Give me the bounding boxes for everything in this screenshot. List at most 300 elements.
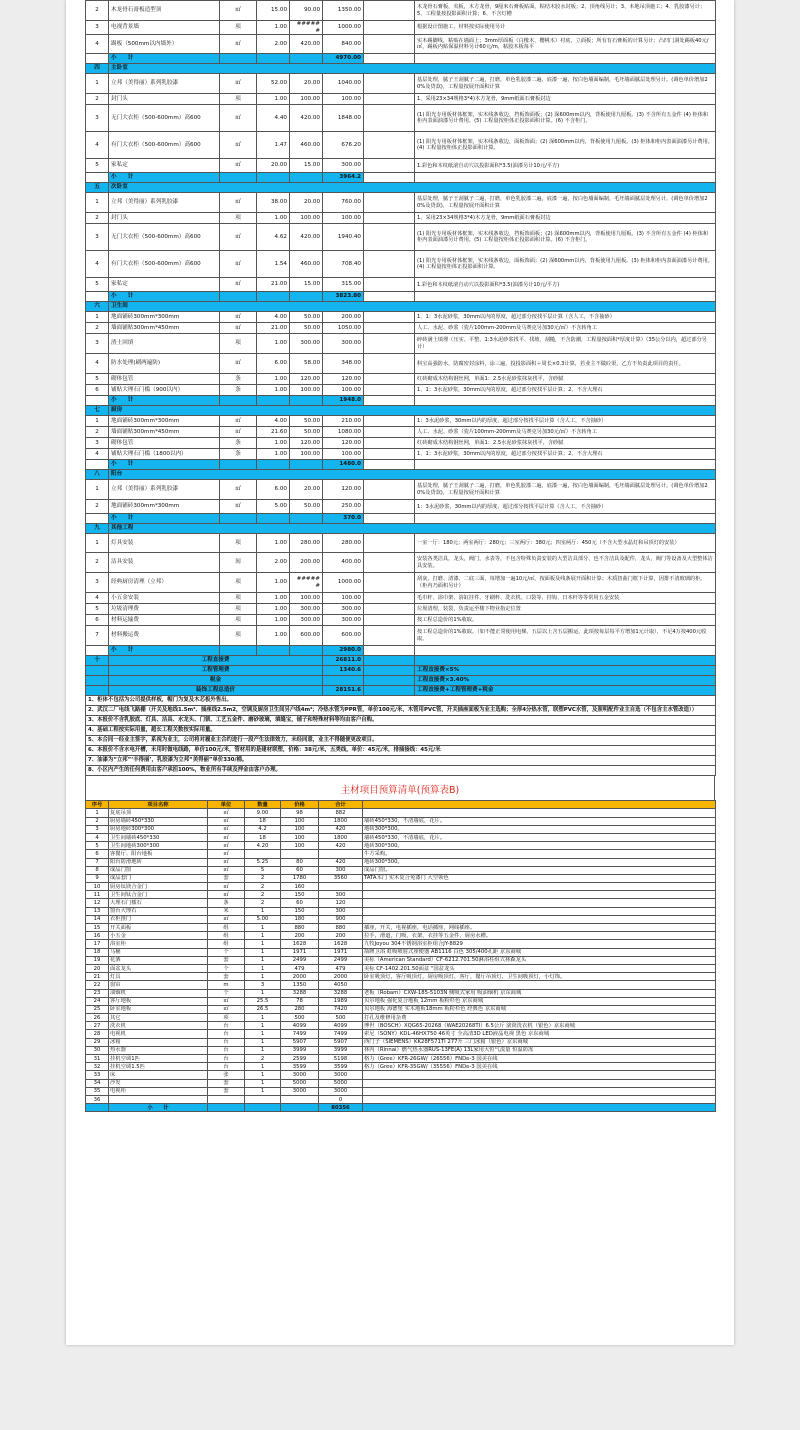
item-name: 电视背景墙 bbox=[109, 21, 220, 35]
section-number: 四 bbox=[86, 64, 109, 74]
subtotal-blank bbox=[257, 646, 290, 656]
item-number: 2 bbox=[86, 1, 109, 21]
item-number: 3 bbox=[86, 438, 109, 449]
material-name: 卧室地板 bbox=[109, 1005, 208, 1013]
material-total: 3000 bbox=[319, 1087, 363, 1095]
material-price: 500 bbox=[281, 1014, 319, 1022]
section-number: 七 bbox=[86, 406, 109, 416]
material-unit: 台 bbox=[208, 1063, 245, 1071]
material-number: 2 bbox=[86, 817, 109, 825]
subtotal-label: 小 计 bbox=[109, 292, 220, 302]
item-name: 立邦（美得丽）系列乳胶漆 bbox=[109, 74, 220, 94]
material-name: 浴室柜 bbox=[109, 940, 208, 948]
table-row bbox=[86, 438, 716, 449]
material-name: 卫生间地砖300*300 bbox=[109, 842, 208, 850]
item-note-cell bbox=[364, 21, 415, 35]
item-price: 100.00 bbox=[290, 213, 323, 224]
materials-table bbox=[85, 800, 716, 1112]
item-note-cell bbox=[364, 105, 415, 132]
material-quantity: 1 bbox=[245, 1071, 281, 1079]
material-description bbox=[363, 809, 716, 817]
item-name: 防水处理(刷两遍防) bbox=[109, 354, 220, 374]
material-total: 120 bbox=[319, 899, 363, 907]
table-row bbox=[86, 615, 716, 626]
material-total: 900 bbox=[319, 915, 363, 923]
materials-row bbox=[86, 825, 716, 833]
item-total: 300.00 bbox=[323, 615, 364, 626]
item-total: 676.20 bbox=[323, 132, 364, 159]
material-quantity: 1 bbox=[245, 989, 281, 997]
materials-total-label: 小 计 bbox=[109, 1104, 208, 1112]
materials-total-row bbox=[86, 1104, 716, 1112]
item-price: 200.00 bbox=[290, 553, 323, 573]
material-number: 12 bbox=[86, 899, 109, 907]
materials-column-header: 序号 bbox=[86, 801, 109, 809]
item-quantity: 2.00 bbox=[257, 35, 290, 54]
contract-note-row bbox=[86, 746, 716, 756]
material-price: 1780 bbox=[281, 874, 319, 882]
item-total: 100.00 bbox=[323, 213, 364, 224]
material-name: 客餐厅、阳台地板 bbox=[109, 850, 208, 858]
materials-total-blank bbox=[208, 1104, 245, 1112]
item-note-cell bbox=[364, 385, 415, 396]
material-quantity: 26.5 bbox=[245, 1005, 281, 1013]
item-description: (1) 阳光专用板材体框架，实木线条收边，挡板饰面板；(2) 深600mm以内，背板使用九厘板。(3) 不含所有五金件 (4) 柜体和柜内表面油漆另计费用。(5) 工程量按柜体正投影面积计算。(6) 不含柜门。 bbox=[415, 105, 716, 132]
material-number: 20 bbox=[86, 964, 109, 972]
contract-note-row bbox=[86, 696, 716, 706]
subtotal-label: 小 计 bbox=[109, 54, 220, 64]
item-unit: ㎡ bbox=[220, 500, 257, 514]
summary-label: 工程直接费 bbox=[109, 656, 323, 666]
contract-note: 2、武汉二厂电线飞路棚（开关及地线1.5m²、插座线2.5m2，空调及厨房卫生间另户线4m²；冷热水管为PPR管，单价100元/米，木管用PVC管，开关插座面板为业主选购；全厚4分热水管，联塑PVC水管，及照明配件业主自选（不包含主水管改造）） bbox=[86, 706, 716, 716]
materials-row bbox=[86, 1071, 716, 1079]
item-price: 90.00 bbox=[290, 1, 323, 21]
summary-formula: 工程直接费+工程管理费+税金 bbox=[415, 686, 716, 696]
item-description: 人工、水泥、砂浆（瓷片100mm-200mm及马赛克另加30元/㎡）不含转角工 bbox=[415, 323, 716, 334]
item-total: 600.00 bbox=[323, 626, 364, 646]
material-number: 36 bbox=[86, 1095, 109, 1103]
materials-row bbox=[86, 833, 716, 841]
item-total: 840.00 bbox=[323, 35, 364, 54]
subtotal-row bbox=[86, 173, 716, 183]
materials-row bbox=[86, 981, 716, 989]
material-unit: 条 bbox=[208, 899, 245, 907]
material-unit: 套 bbox=[208, 1079, 245, 1087]
subtotal-blank bbox=[257, 173, 290, 183]
material-price: 1971 bbox=[281, 948, 319, 956]
summary-label: 装饰工程总造价 bbox=[109, 686, 323, 696]
item-unit: 项 bbox=[220, 593, 257, 604]
materials-row bbox=[86, 817, 716, 825]
material-description: 老板（Robam）CXW-185-5103N 侧吸式家用 吸油烟机 京东商城 bbox=[363, 989, 716, 997]
summary-label: 工程管理费 bbox=[109, 666, 323, 676]
item-description: 碎砖满土填埋（压实、平整，1:3水泥砂浆找平、找坡、刮糙，不含防潮，工程量按面积*厚度计算）（35公分以内，超过部分另计） bbox=[415, 334, 716, 354]
table-row bbox=[86, 534, 716, 553]
item-quantity: 1.00 bbox=[257, 94, 290, 105]
item-description: 1、1：3水泥砂浆，30mm以内的厚度，超过部分按找平层计算；2、不含大理石 bbox=[415, 385, 716, 396]
item-unit: ㎡ bbox=[220, 132, 257, 159]
subtotal-row bbox=[86, 292, 716, 302]
contract-note: 4、基础工程按实际用量，超长工程关数按实际用量。 bbox=[86, 726, 716, 736]
subtotal-blank bbox=[415, 292, 716, 302]
item-price: 120.00 bbox=[290, 438, 323, 449]
item-description: 1、1：3水泥砂浆，30mm以内的厚度，超过部分按找平层计算（含人工，不含抽砂） bbox=[415, 312, 716, 323]
item-quantity: 4.00 bbox=[257, 312, 290, 323]
subtotal-value: 1480.0 bbox=[323, 460, 364, 470]
material-unit: ㎡ bbox=[208, 883, 245, 891]
material-unit: m bbox=[208, 981, 245, 989]
material-total: 3599 bbox=[319, 1063, 363, 1071]
item-unit: 项 bbox=[220, 94, 257, 105]
item-quantity: 1.00 bbox=[257, 615, 290, 626]
subtotal-blank bbox=[257, 54, 290, 64]
material-name: 沙发 bbox=[109, 1079, 208, 1087]
item-description: 毛巾杆、浴巾架、浴缸挂件、牙刷杯、洗衣机、口袋等、挂钩、日本杆等等常用五金安装 bbox=[415, 593, 716, 604]
materials-row bbox=[86, 1030, 716, 1038]
subtotal-blank bbox=[290, 173, 323, 183]
section-number: 八 bbox=[86, 470, 109, 480]
material-number: 15 bbox=[86, 924, 109, 932]
material-number: 31 bbox=[86, 1055, 109, 1063]
material-quantity: 1 bbox=[245, 932, 281, 940]
item-quantity: 1.00 bbox=[257, 593, 290, 604]
item-name: 封门头 bbox=[109, 213, 220, 224]
material-description: 墙砖450*330，不清墙底，花片。 bbox=[363, 833, 716, 841]
item-quantity: 1.00 bbox=[257, 334, 290, 354]
contract-note: 3、本报价不含乳胶底、灯具、洁具、水龙头、门锁、工艺五金件、磨砂玻璃，填缝宝，铺子和特殊材料等均由客户自购。 bbox=[86, 716, 716, 726]
item-description: 1、采用23×34规格3*4)木方龙骨，9mm纸面石膏板封边 bbox=[415, 94, 716, 105]
item-description: 1.彩色和木纹纸滚自动穴以投影面积*3.5(油漆另计10元/平方) bbox=[415, 159, 716, 173]
contract-note: 7、油漆为“立邦”‘丰得丽’，乳胶漆为立邦“美得丽”单价330/桶。 bbox=[86, 756, 716, 766]
material-name: 厨房墙砖450*330 bbox=[109, 817, 208, 825]
item-description: 垃圾清理，装袋，负责运至楼下物业指定位置 bbox=[415, 604, 716, 615]
item-number: 5 bbox=[86, 374, 109, 385]
item-name: 立邦（美得丽）系列乳胶漆 bbox=[109, 480, 220, 500]
item-number: 3 bbox=[86, 105, 109, 132]
material-description: 地砖300*300。 bbox=[363, 825, 716, 833]
material-name: 复底吊顶 bbox=[109, 809, 208, 817]
item-name: 材料运输费 bbox=[109, 615, 220, 626]
item-name: 垃圾清理费 bbox=[109, 604, 220, 615]
materials-column-header: 合计 bbox=[319, 801, 363, 809]
material-total bbox=[319, 883, 363, 891]
item-total: 210.00 bbox=[323, 416, 364, 427]
item-note-cell bbox=[364, 354, 415, 374]
material-unit: ㎡ bbox=[208, 825, 245, 833]
material-quantity: 1 bbox=[245, 1079, 281, 1087]
item-note-cell bbox=[364, 604, 415, 615]
material-number: 34 bbox=[86, 1079, 109, 1087]
section-header-row bbox=[86, 302, 716, 312]
materials-row bbox=[86, 850, 716, 858]
subtotal-blank bbox=[364, 396, 415, 406]
item-price: 50.00 bbox=[290, 427, 323, 438]
summary-value: 28151.6 bbox=[323, 686, 364, 696]
item-note-cell bbox=[364, 251, 415, 278]
material-name: 热水器 bbox=[109, 1046, 208, 1054]
table-row bbox=[86, 449, 716, 460]
material-quantity: 1 bbox=[245, 1087, 281, 1095]
subtotal-blank bbox=[257, 460, 290, 470]
material-quantity: 2 bbox=[245, 883, 281, 891]
item-description: 基层处理，腻子王刮腻子二遍，打磨，单色乳胶漆二遍，底漆一遍，按白色墙面编制，毛坯墙面腻层处理另计。(调色单价增加20%及贷款)，工程量按展开面积计算 bbox=[415, 74, 716, 94]
item-name: 铺贴大理石门槛（1800以内） bbox=[109, 449, 220, 460]
item-unit: ㎡ bbox=[220, 251, 257, 278]
item-quantity: 2.00 bbox=[257, 553, 290, 573]
material-quantity: 25.5 bbox=[245, 997, 281, 1005]
item-quantity: 52.00 bbox=[257, 74, 290, 94]
item-note-cell bbox=[364, 615, 415, 626]
item-number: 3 bbox=[86, 573, 109, 593]
summary-label: 税金 bbox=[109, 676, 323, 686]
material-total: 1628 bbox=[319, 940, 363, 948]
section-header-row bbox=[86, 470, 716, 480]
item-description: 人工、水泥、砂浆（瓷片100mm-200mm及马赛克另加30元/㎡）不含转角工 bbox=[415, 427, 716, 438]
item-number: 4 bbox=[86, 132, 109, 159]
material-price: 7499 bbox=[281, 1030, 319, 1038]
item-description: 1、1：3水泥砂浆，30mm以内的厚度，超过部分按找平层计算；2、不含大理石 bbox=[415, 449, 716, 460]
material-description: 九牧Joyou 304不锈钢浴室柜组合JY-8829 bbox=[363, 940, 716, 948]
subtotal-blank bbox=[86, 396, 109, 406]
item-total: 348.00 bbox=[323, 354, 364, 374]
item-quantity: 1.00 bbox=[257, 449, 290, 460]
item-price: 50.00 bbox=[290, 323, 323, 334]
subtotal-label: 小 计 bbox=[109, 514, 220, 524]
subtotal-label: 小 计 bbox=[109, 396, 220, 406]
materials-row bbox=[86, 899, 716, 907]
material-price: 78 bbox=[281, 997, 319, 1005]
materials-column-header: 单位 bbox=[208, 801, 245, 809]
item-unit: ㎡ bbox=[220, 193, 257, 213]
section-name: 次卧室 bbox=[109, 183, 716, 193]
material-description: 地砖300*300。 bbox=[363, 842, 716, 850]
item-unit: 项 bbox=[220, 213, 257, 224]
item-note-cell bbox=[364, 213, 415, 224]
summary-number bbox=[86, 676, 109, 686]
material-name: 成品套门 bbox=[109, 874, 208, 882]
item-number: 4 bbox=[86, 354, 109, 374]
material-name: 开关面板 bbox=[109, 924, 208, 932]
subtotal-row bbox=[86, 396, 716, 406]
material-total: 1989 bbox=[319, 997, 363, 1005]
item-number: 5 bbox=[86, 278, 109, 292]
table-row bbox=[86, 132, 716, 159]
subtotal-blank bbox=[415, 514, 716, 524]
item-number: 4 bbox=[86, 449, 109, 460]
material-quantity: 5 bbox=[245, 866, 281, 874]
table-row bbox=[86, 224, 716, 251]
material-price: 3999 bbox=[281, 1046, 319, 1054]
item-unit: ㎡ bbox=[220, 323, 257, 334]
material-unit: 组 bbox=[208, 924, 245, 932]
material-number: 27 bbox=[86, 1022, 109, 1030]
table-row bbox=[86, 193, 716, 213]
item-quantity: 38.00 bbox=[257, 193, 290, 213]
item-price: 420.00 bbox=[290, 105, 323, 132]
subtotal-blank bbox=[257, 292, 290, 302]
material-unit: ㎡ bbox=[208, 915, 245, 923]
material-price: 160 bbox=[281, 883, 319, 891]
material-total: 0 bbox=[319, 1095, 363, 1103]
item-total: 400.00 bbox=[323, 553, 364, 573]
material-unit: ㎡ bbox=[208, 850, 245, 858]
summary-number: 十 bbox=[86, 656, 109, 666]
item-unit: 项 bbox=[220, 21, 257, 35]
section-number: 九 bbox=[86, 524, 109, 534]
materials-row bbox=[86, 924, 716, 932]
item-name: 小五金安装 bbox=[109, 593, 220, 604]
table-row bbox=[86, 553, 716, 573]
item-quantity: 1.00 bbox=[257, 534, 290, 553]
material-unit: 米 bbox=[208, 907, 245, 915]
materials-row bbox=[86, 940, 716, 948]
material-unit: ㎡ bbox=[208, 809, 245, 817]
materials-row bbox=[86, 1063, 716, 1071]
summary-blank bbox=[364, 656, 415, 666]
material-name: 洗衣机 bbox=[109, 1022, 208, 1030]
material-description: TATA木门 实木复合免漆门 大空领色 bbox=[363, 874, 716, 882]
material-price: 1628 bbox=[281, 940, 319, 948]
material-description: 格力（Gree）KFR-26GW/（26556）FNDe-3 国美在线 bbox=[363, 1055, 716, 1063]
item-total: 1040.00 bbox=[323, 74, 364, 94]
material-quantity: 2 bbox=[245, 1055, 281, 1063]
item-price: ###### bbox=[290, 21, 323, 35]
item-price: 300.00 bbox=[290, 604, 323, 615]
material-description: 美标 CF-1402.201.50面盆 "国盆龙头 bbox=[363, 964, 716, 972]
item-total: 100.00 bbox=[323, 593, 364, 604]
materials-row bbox=[86, 874, 716, 882]
section-number: 五 bbox=[86, 183, 109, 193]
table-row bbox=[86, 213, 716, 224]
item-name: 无门大衣柜（500-600mm）高600 bbox=[109, 224, 220, 251]
item-unit: 项 bbox=[220, 615, 257, 626]
item-name: 地面铺砖300mm*300mm bbox=[109, 312, 220, 323]
item-quantity: 15.00 bbox=[257, 1, 290, 21]
materials-row bbox=[86, 973, 716, 981]
material-unit: ㎡ bbox=[208, 858, 245, 866]
item-description: 按工程总造价的1%收取。 bbox=[415, 615, 716, 626]
material-name: 电视柜 bbox=[109, 1087, 208, 1095]
table-row bbox=[86, 159, 716, 173]
material-quantity: 1 bbox=[245, 973, 281, 981]
material-description: 地砖300*300。 bbox=[363, 858, 716, 866]
materials-row bbox=[86, 883, 716, 891]
material-number: 28 bbox=[86, 1030, 109, 1038]
material-total: 5000 bbox=[319, 1079, 363, 1087]
item-quantity: 1.00 bbox=[257, 626, 290, 646]
material-number: 11 bbox=[86, 891, 109, 899]
materials-row bbox=[86, 809, 716, 817]
subtotal-blank bbox=[86, 514, 109, 524]
budget-table bbox=[85, 0, 716, 776]
table-row bbox=[86, 94, 716, 105]
table-row bbox=[86, 35, 716, 54]
material-description: 打孔及维修用杂费 bbox=[363, 1014, 716, 1022]
material-number: 14 bbox=[86, 915, 109, 923]
item-number: 7 bbox=[86, 626, 109, 646]
summary-formula: 工程直接费×5% bbox=[415, 666, 716, 676]
sheet-content bbox=[85, 0, 715, 1112]
contract-note-row bbox=[86, 736, 716, 746]
subtotal-label: 小 计 bbox=[109, 460, 220, 470]
item-price: 58.00 bbox=[290, 354, 323, 374]
material-quantity: 18 bbox=[245, 833, 281, 841]
item-description: 科宝高强防水，防腐密封涂料，涂三遍，投投影面积＋周长×0.3计算，若业主不做砼渠，乙方不负责此项目的责任。 bbox=[415, 354, 716, 374]
material-quantity: 2 bbox=[245, 899, 281, 907]
table-row bbox=[86, 480, 716, 500]
item-description: 基层处理，腻子王刮腻子二遍，打磨，单色乳胶漆二遍，底漆一遍，按白色墙面编制，毛坯墙面腻层处理另计。(调色单价增加20%及贷款)，工程量按展开面积计算 bbox=[415, 193, 716, 213]
subtotal-value: 1948.0 bbox=[323, 396, 364, 406]
item-name: 渣土回填 bbox=[109, 334, 220, 354]
item-number: 2 bbox=[86, 323, 109, 334]
item-note-cell bbox=[364, 416, 415, 427]
material-description: 箭牌卫浴 虹吸喷射式座便器 AB1116 白色 305/400孔距 京东商城 bbox=[363, 948, 716, 956]
item-unit: 条 bbox=[220, 438, 257, 449]
item-unit: 项 bbox=[220, 626, 257, 646]
item-unit: ㎡ bbox=[220, 427, 257, 438]
material-description bbox=[363, 891, 716, 899]
material-total: 880 bbox=[319, 924, 363, 932]
item-price: ###### bbox=[290, 573, 323, 593]
materials-total-value: 80356 bbox=[319, 1104, 363, 1112]
subtotal-blank bbox=[86, 54, 109, 64]
subtotal-blank bbox=[415, 173, 716, 183]
material-total: 3999 bbox=[319, 1046, 363, 1054]
material-description: 墙砖450*330，不清墙底，花片。 bbox=[363, 817, 716, 825]
material-unit: ㎡ bbox=[208, 817, 245, 825]
material-total: 4099 bbox=[319, 1022, 363, 1030]
materials-row bbox=[86, 956, 716, 964]
item-description: 1、采用23×34规格3*4)木方龙骨，9mm纸面石膏板封边 bbox=[415, 213, 716, 224]
material-description: 拉手，滑道，门吸，衣架，衣挂等五金件，厨房水槽。 bbox=[363, 932, 716, 940]
item-total: 120.00 bbox=[323, 480, 364, 500]
material-price: 2000 bbox=[281, 973, 319, 981]
item-number: 4 bbox=[86, 35, 109, 54]
materials-column-header: 价格 bbox=[281, 801, 319, 809]
item-price: 280.00 bbox=[290, 534, 323, 553]
material-description bbox=[363, 907, 716, 915]
material-number: 29 bbox=[86, 1038, 109, 1046]
material-total: 420 bbox=[319, 858, 363, 866]
material-price: 100 bbox=[281, 833, 319, 841]
subtotal-blank bbox=[364, 460, 415, 470]
material-quantity: 3 bbox=[245, 981, 281, 989]
document-sheet bbox=[66, 0, 734, 1345]
item-quantity: 20.00 bbox=[257, 159, 290, 173]
material-quantity: 4.2 bbox=[245, 825, 281, 833]
material-description: 索尼（SONY）KDL-46HX750 46英寸 全高清3D LED液晶电视 黑色 京东商城 bbox=[363, 1030, 716, 1038]
material-name: 花洒 bbox=[109, 956, 208, 964]
subtotal-blank bbox=[364, 54, 415, 64]
item-description: 木龙骨石膏板，夹板，木方龙骨，9厘米石膏板贴面，粘结木胶水封板；2、顶角线另计；3、本地吊顶施工；4、乳胶漆另计；5、工程量按投影面积计算；6、不含灯槽 bbox=[415, 1, 716, 21]
material-name bbox=[109, 1095, 208, 1103]
item-unit: 项 bbox=[220, 534, 257, 553]
materials-total-blank bbox=[363, 1104, 716, 1112]
table-row bbox=[86, 573, 716, 593]
summary-blank bbox=[364, 666, 415, 676]
section-name: 厨房 bbox=[109, 406, 716, 416]
item-total: 100.00 bbox=[323, 94, 364, 105]
subtotal-value: 2980.0 bbox=[323, 646, 364, 656]
item-quantity: 6.00 bbox=[257, 480, 290, 500]
item-total: 1080.00 bbox=[323, 427, 364, 438]
item-total: 300.00 bbox=[323, 334, 364, 354]
item-total: 120.00 bbox=[323, 438, 364, 449]
item-quantity: 21.00 bbox=[257, 323, 290, 334]
item-note-cell bbox=[364, 224, 415, 251]
item-unit: ㎡ bbox=[220, 312, 257, 323]
material-number: 30 bbox=[86, 1046, 109, 1054]
